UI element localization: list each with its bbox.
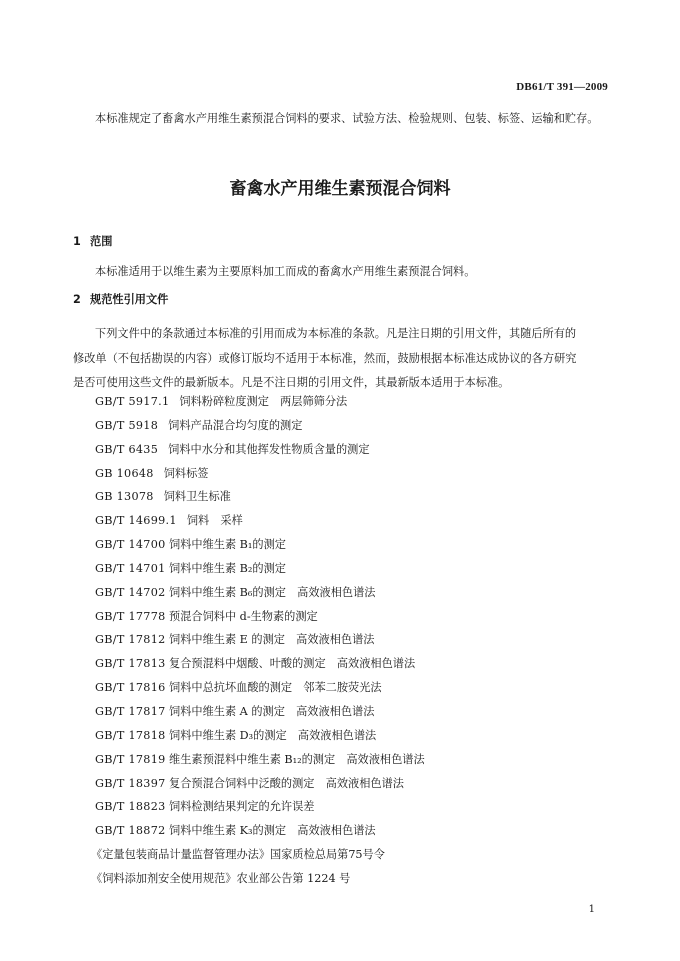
reference-item <box>95 799 425 823</box>
page-title: 畜禽水产用维生素预混合饲料 <box>229 179 451 199</box>
reference-code: GB/T 5918 <box>95 418 159 432</box>
reference-item-regulation <box>91 871 425 895</box>
reference-title: 饲料标签 <box>163 466 209 480</box>
reference-title: 饲料中总抗坏血酸的测定 邻苯二胺荧光法 <box>169 681 382 695</box>
reference-code: GB/T 5917.1 <box>95 395 170 408</box>
reference-title: 预混合饲料中 d-生物素的测定 <box>169 609 318 623</box>
reference-title: 饲料卫生标准 <box>163 490 231 504</box>
reference-item <box>95 561 425 585</box>
reference-item <box>95 466 425 490</box>
reference-title: 饲料 采样 <box>186 514 243 528</box>
reference-list <box>91 394 425 895</box>
reference-item <box>95 418 425 442</box>
reference-item <box>95 489 425 513</box>
reference-title: 饲料中维生素 K₃的测定 高效液相色谱法 <box>169 824 376 838</box>
reference-code: GB/T 17813 <box>95 657 166 671</box>
reference-code: GB 10648 <box>95 466 154 480</box>
reference-item <box>95 680 425 704</box>
reference-title: 饲料中维生素 B₂的测定 <box>169 561 286 575</box>
reference-item <box>95 823 425 847</box>
reference-title: 饲料产品混合均匀度的测定 <box>168 418 303 432</box>
reference-title: 饲料中维生素 E 的测定 高效液相色谱法 <box>169 633 375 647</box>
reference-code: GB/T 17818 <box>95 728 166 742</box>
reference-item <box>95 728 425 752</box>
reference-item <box>95 442 425 466</box>
page-number: 1 <box>588 904 595 915</box>
reference-code: GB/T 6435 <box>95 442 159 456</box>
reference-title: 饲料中维生素 D₃的测定 高效液相色谱法 <box>169 728 377 742</box>
reference-code: GB/T 18823 <box>95 800 166 814</box>
reference-item <box>95 704 425 728</box>
reference-item <box>95 609 425 633</box>
section-number: 1 <box>73 235 81 248</box>
reference-code: GB/T 14699.1 <box>95 514 177 528</box>
section-title: 规范性引用文件 <box>90 293 169 306</box>
section-title: 范围 <box>90 235 113 248</box>
reference-item <box>95 752 425 776</box>
section-number: 2 <box>73 293 81 306</box>
reference-title: 《定量包装商品计量监督管理办法》国家质检总局第75号令 <box>91 848 385 862</box>
reference-code: GB/T 17819 <box>95 752 166 766</box>
reference-item <box>95 394 425 418</box>
reference-title: 复合预混合饲料中泛酸的测定 高效液相色谱法 <box>169 776 404 790</box>
reference-code: GB/T 17817 <box>95 704 166 718</box>
reference-code: GB/T 17812 <box>95 633 166 647</box>
reference-code: GB/T 14700 <box>95 538 166 552</box>
reference-title: 维生素预混料中维生素 B₁₂的测定 高效液相色谱法 <box>169 752 425 766</box>
reference-title: 饲料中维生素 B₁的测定 <box>169 538 286 552</box>
foreword-text: 本标准规定了畜禽水产用维生素预混合饲料的要求、试验方法、检验规则、包装、标签、运输和贮存。 <box>95 112 599 125</box>
reference-item <box>95 632 425 656</box>
paragraph-line: 是否可使用这些文件的最新版本。凡是不注日期的引用文件，其最新版本适用于本标准。 <box>73 376 510 389</box>
reference-code: GB/T 14702 <box>95 585 166 599</box>
references-intro-paragraph <box>73 322 613 396</box>
section-heading-normative-references <box>73 291 168 307</box>
paragraph-line: 修改单（不包括勘误的内容）或修订版均不适用于本标准，然而，鼓励根据本标准达成协议的各方研究 <box>73 351 577 365</box>
reference-item <box>95 513 425 537</box>
reference-code: GB/T 17778 <box>95 609 166 623</box>
reference-title: 饲料中维生素 B₆的测定 高效液相色谱法 <box>169 585 376 599</box>
reference-title: 饲料检测结果判定的允许误差 <box>169 800 315 814</box>
section-heading-scope <box>73 233 112 249</box>
reference-code: GB/T 17816 <box>95 681 166 695</box>
reference-title: 《饲料添加剂安全使用规范》农业部公告第 1224 号 <box>91 871 351 885</box>
reference-item <box>95 656 425 680</box>
reference-title: 饲料中水分和其他挥发性物质含量的测定 <box>168 442 370 456</box>
reference-title: 饲料粉碎粒度测定 两层筛筛分法 <box>179 395 348 408</box>
reference-code: GB/T 18397 <box>95 776 166 790</box>
paragraph-line: 下列文件中的条款通过本标准的引用而成为本标准的条款。凡是注日期的引用文件，其随后所有的 <box>95 327 577 340</box>
reference-title: 复合预混料中烟酸、叶酸的测定 高效液相色谱法 <box>169 657 416 671</box>
reference-code: GB/T 14701 <box>95 561 166 575</box>
reference-item <box>95 776 425 800</box>
reference-code: GB 13078 <box>95 490 154 504</box>
reference-item <box>95 585 425 609</box>
scope-text: 本标准适用于以维生素为主要原料加工而成的畜禽水产用维生素预混合饲料。 <box>95 265 476 278</box>
reference-code: GB/T 18872 <box>95 824 166 838</box>
reference-item-regulation <box>91 847 425 871</box>
reference-item <box>95 537 425 561</box>
reference-title: 饲料中维生素 A 的测定 高效液相色谱法 <box>169 704 375 718</box>
document-code: DB61/T 391—2009 <box>516 81 608 93</box>
